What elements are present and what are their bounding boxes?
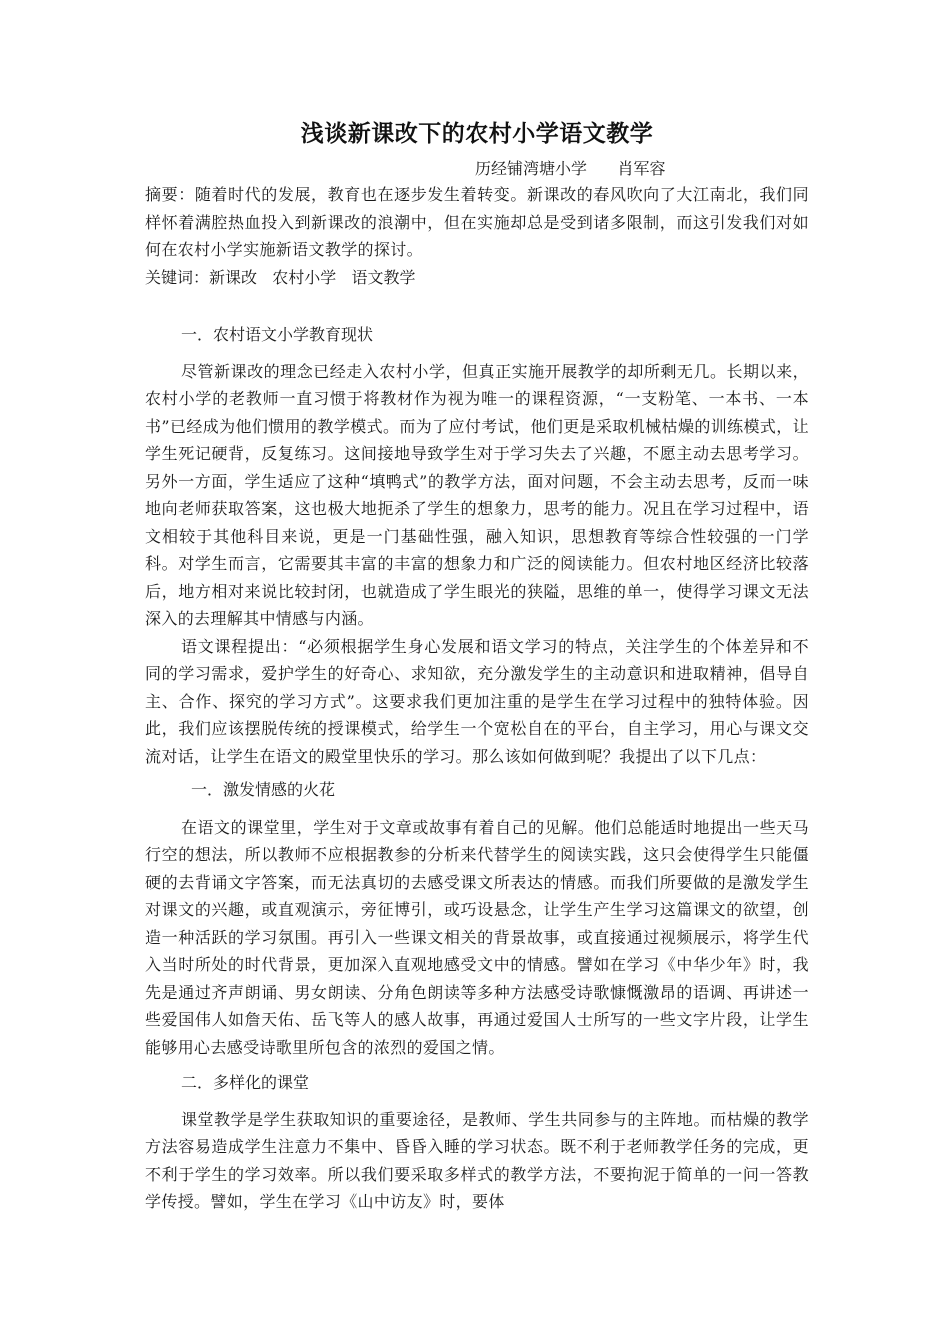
paragraph: 在语文的课堂里，学生对于文章或故事有着自己的见解。他们总能适时地提出一些天马行空的想法，所以教师不应根据教参的分析来代替学生的阅读实践，这只会使得学生只能僵硬的去背诵文字答案，而无法真切的去感受课文所表达的情感。而我们所要做的是激发学生对课文的兴趣，或直观演示，旁征博引，或巧设悬念，让学生产生学习这篇课文的欲望，创造一种活跃的学习氛围。再引入一些课文相关的背景故事，或直接通过视频展示，将学生代入当时所处的时代背景，更加深入直观地感受文中的情感。譬如在学习《中华少年》时，我先是通过齐声朗诵、男女朗读、分角色朗读等多种方法感受诗歌慷慨激昂的语调、再讲述一些爱国伟人如詹天佑、岳飞等人的感人故事，再通过爱国人士所写的一些文字片段，让学生能够用心去感受诗歌里所包含的浓烈的爱国之情。 <box>145 817 809 1057</box>
paragraph: 语文课程提出：“必须根据学生身心发展和语文学习的特点，关注学生的个体差异和不同的学习需求，爱护学生的好奇心、求知欲，充分激发学生的主动意识和进取精神，倡导自主、合作、探究的学习方式”。这要求我们更加注重的是学生在学习过程中的独特体验。因此，我们应该摆脱传统的授课模式，给学生一个宽松自在的平台，自主学习，用心与课文交流对话，让学生在语文的殿堂里快乐的学习。那么该如何做到呢？我提出了以下几点： <box>145 636 809 766</box>
keywords: 关键词：新课改 农村小学 语文教学 <box>145 267 416 287</box>
paragraph: 课堂教学是学生获取知识的重要途径，是教师、学生共同参与的主阵地。而枯燥的教学方法容易造成学生注意力不集中、昏昏入睡的学习状态。既不利于老师教学任务的完成，更不利于学生的学习效率。所以我们要采取多样式的教学方法，不要拘泥于简单的一问一答教学传授。譬如，学生在学习《山中访友》时，要体 <box>145 1109 809 1211</box>
section-heading-status: 一．农村语文小学教育现状 <box>181 325 374 344</box>
article-title: 浅谈新课改下的农村小学语文教学 <box>300 121 654 147</box>
article <box>145 118 809 1216</box>
subheading-emotion: 一．激发情感的火花 <box>191 780 336 799</box>
author-line: 历经铺湾塘小学 肖军容 <box>475 159 666 178</box>
subheading-diverse-classroom: 二．多样化的课堂 <box>181 1073 310 1092</box>
abstract: 摘要：随着时代的发展，教育也在逐步发生着转变。新课改的春风吹向了大江南北，我们同样怀着满腔热血投入到新课改的浪潮中，但在实施却总是受到诸多限制，而这引发我们对如何在农村小学实施新语文教学的探讨。 <box>145 185 809 259</box>
paragraph: 尽管新课改的理念已经走入农村小学，但真正实施开展教学的却所剩无几。长期以来，农村小学的老教师一直习惯于将教材作为视为唯一的课程资源，“一支粉笔、一本书、一本书”已经成为他们惯用的教学模式。而为了应付考试，他们更是采取机械枯燥的训练模式，让学生死记硬背，反复练习。这间接地导致学生对于学习失去了兴趣，不愿主动去思考学习。另外一方面，学生适应了这种“填鸭式”的教学方法，面对问题，不会主动去思考，反而一味地向老师获取答案，这也极大地扼杀了学生的想象力，思考的能力。况且在学习过程中，语文相较于其他科目来说，更是一门基础性强，融入知识，思想教育等综合性较强的一门学科。对学生而言，它需要其丰富的丰富的想象力和广泛的阅读能力。但农村地区经济比较落后，地方相对来说比较封闭，也就造成了学生眼光的狭隘，思维的单一，使得学习课文无法深入的去理解其中情感与内涵。 <box>145 361 809 628</box>
